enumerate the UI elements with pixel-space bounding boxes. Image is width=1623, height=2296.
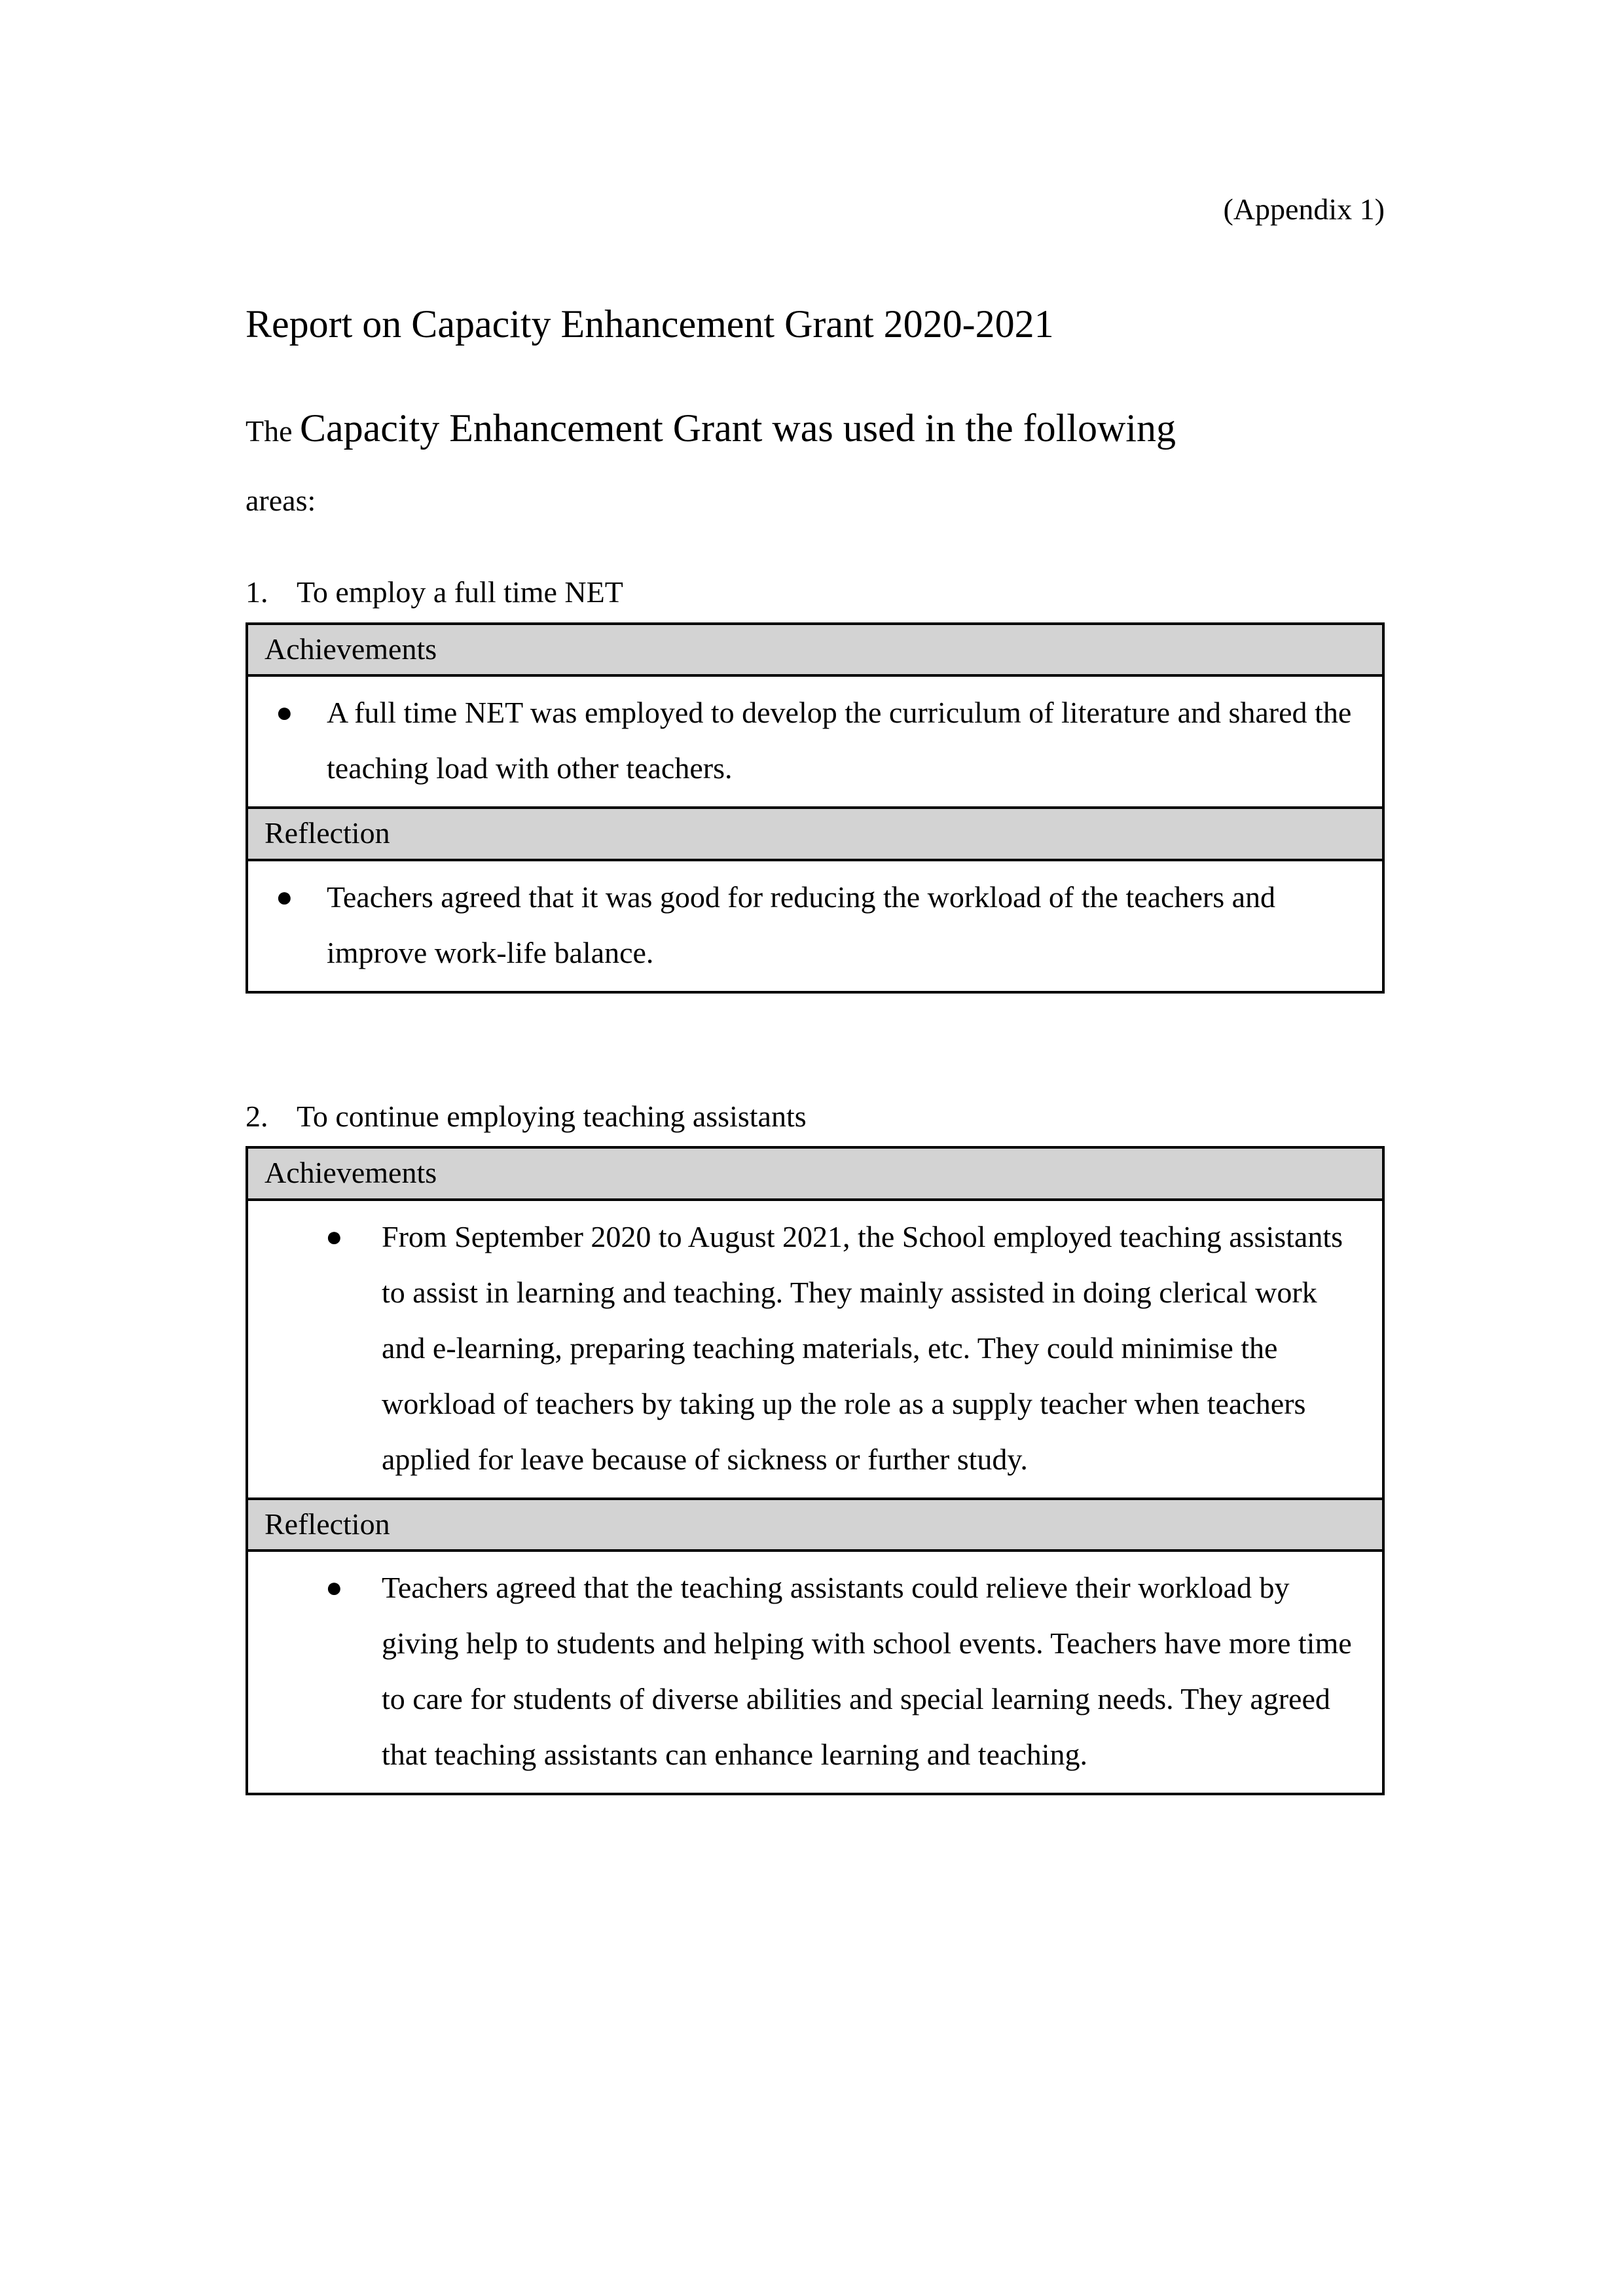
section-1-number: 1. <box>246 575 268 609</box>
section-2-number: 2. <box>246 1099 268 1133</box>
intro-suffix-text: areas: <box>246 484 316 518</box>
list-item <box>248 1560 1356 1782</box>
section-1-table <box>246 622 1385 994</box>
section-2-title: To continue employing teaching assistants <box>297 1099 807 1133</box>
section-2-reflection-text: Teachers agreed that the teaching assistants could relieve their workload by giving help to students and helping with school events. Teachers have more time to care for students of diverse abilities and special learning needs. They agreed that teaching assistants can enhance learning and teaching. <box>382 1571 1352 1772</box>
bullet-icon: ● <box>276 880 293 913</box>
list-item <box>248 685 1356 796</box>
section-1-achievement-text: A full time NET was employed to develop the curriculum of literature and shared the teaching load with other teachers. <box>327 696 1352 785</box>
intro-prefix-text: The <box>246 414 301 448</box>
section-1-title: To employ a full time NET <box>297 575 623 609</box>
section-2-achievements-body <box>248 1201 1382 1498</box>
section-1 <box>246 573 1385 994</box>
section-2-achievement-text: From September 2020 to August 2021, the School employed teaching assistants to assist in learning and teaching. They mainly assisted in doing clerical work and e-learning, preparing teaching materials, etc. They could minimise the workload of teachers by taking up the role as a supply teacher when teachers applied for leave because of sickness or further study. <box>382 1219 1343 1476</box>
list-item <box>248 869 1356 980</box>
bullet-icon: ● <box>276 696 293 729</box>
section-2-table <box>246 1146 1385 1795</box>
section-2 <box>246 1097 1385 1796</box>
section-1-achievements-header: Achievements <box>248 625 1382 677</box>
section-1-reflection-header: Reflection <box>248 806 1382 861</box>
section-1-reflection-body <box>248 861 1382 991</box>
appendix-label: (Appendix 1) <box>1223 192 1385 226</box>
section-2-heading <box>246 1097 1385 1136</box>
bullet-icon: ● <box>325 1220 343 1253</box>
intro-paragraph <box>246 400 1385 523</box>
bullet-icon: ● <box>325 1571 343 1604</box>
section-1-reflection-text: Teachers agreed that it was good for reducing the workload of the teachers and improve work-life balance. <box>327 880 1276 969</box>
page-title: Report on Capacity Enhancement Grant 2020-2021 <box>246 302 1054 346</box>
section-2-reflection-body <box>248 1552 1382 1793</box>
section-2-achievements-header: Achievements <box>248 1149 1382 1201</box>
section-2-reflection-header: Reflection <box>248 1498 1382 1552</box>
section-1-achievements-body <box>248 677 1382 806</box>
section-1-heading <box>246 573 1385 612</box>
intro-main-text: Capacity Enhancement Grant was used in the following <box>300 406 1176 450</box>
list-item <box>248 1209 1356 1487</box>
